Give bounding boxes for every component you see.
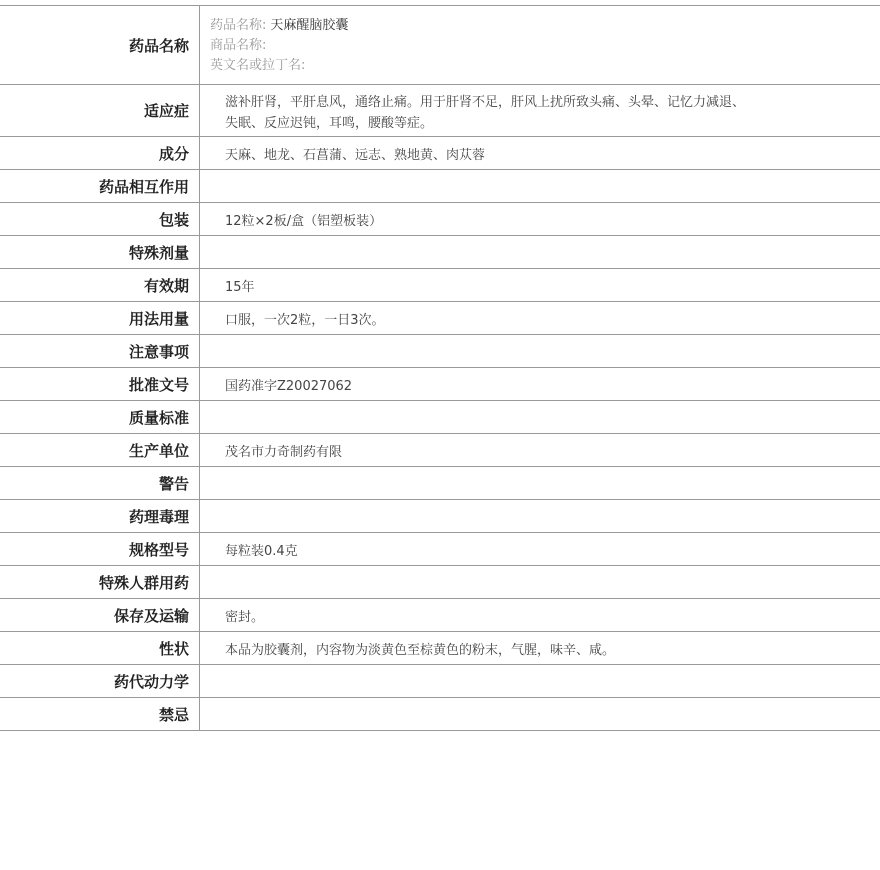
row-label: 警告	[0, 467, 200, 499]
row-label: 用法用量	[0, 302, 200, 334]
row-value	[200, 566, 880, 598]
row-label: 禁忌	[0, 698, 200, 730]
row-indications	[0, 85, 880, 137]
generic-name-line	[210, 16, 880, 36]
row-value	[200, 500, 880, 532]
row-value: 茂名市力奇制药有限	[225, 444, 343, 460]
row-label: 规格型号	[0, 533, 200, 565]
row-value: 口服，一次2粒，一日3次。	[225, 312, 385, 328]
row-value	[200, 401, 880, 433]
row-value: 12粒×2板/盒（铝塑板装）	[225, 213, 383, 229]
row-label: 性状	[0, 632, 200, 664]
english-name-line	[210, 56, 880, 76]
row-interactions	[0, 170, 880, 203]
row-value	[200, 698, 880, 730]
row-label: 药品名称	[0, 6, 200, 84]
row-value	[200, 665, 880, 697]
row-label: 适应症	[0, 85, 200, 136]
row-approval-number	[0, 368, 880, 401]
generic-name-key: 药品名称:	[210, 18, 267, 33]
row-drug-name	[0, 6, 880, 85]
row-label: 注意事项	[0, 335, 200, 367]
row-packaging	[0, 203, 880, 236]
row-value: 天麻、地龙、石菖蒲、远志、熟地黄、肉苁蓉	[225, 147, 486, 163]
row-ingredients	[0, 137, 880, 170]
row-label: 保存及运输	[0, 599, 200, 631]
row-label: 药理毒理	[0, 500, 200, 532]
generic-name-value: 天麻醒脑胶囊	[270, 18, 349, 33]
row-contraindications	[0, 698, 880, 731]
row-description	[0, 632, 880, 665]
row-usage	[0, 302, 880, 335]
row-label: 药品相互作用	[0, 170, 200, 202]
row-shelf-life	[0, 269, 880, 302]
row-value	[200, 236, 880, 268]
row-label: 包装	[0, 203, 200, 235]
row-label: 特殊人群用药	[0, 566, 200, 598]
trade-name-key: 商品名称:	[210, 38, 267, 53]
drug-spec-table	[0, 5, 880, 731]
row-value: 每粒装0.4克	[225, 543, 298, 559]
row-manufacturer	[0, 434, 880, 467]
row-specification	[0, 533, 880, 566]
row-value	[200, 467, 880, 499]
row-label: 批准文号	[0, 368, 200, 400]
row-storage	[0, 599, 880, 632]
row-value	[200, 85, 880, 136]
indication-line-1: 滋补肝肾，平肝息风，通络止痛。用于肝肾不足，肝风上扰所致头痛、头晕、记忆力减退、	[225, 95, 746, 110]
row-label: 成分	[0, 137, 200, 169]
row-special-dosage	[0, 236, 880, 269]
row-pharmacokinetics	[0, 665, 880, 698]
drug-name-values	[200, 6, 880, 84]
row-value	[200, 335, 880, 367]
row-label: 药代动力学	[0, 665, 200, 697]
row-label: 质量标准	[0, 401, 200, 433]
row-label: 有效期	[0, 269, 200, 301]
row-warning	[0, 467, 880, 500]
indication-line-2: 失眠、反应迟钝，耳鸣，腰酸等症。	[225, 116, 434, 131]
row-precautions	[0, 335, 880, 368]
row-label: 生产单位	[0, 434, 200, 466]
trade-name-line	[210, 36, 880, 56]
row-value: 密封。	[225, 609, 265, 625]
row-pharmacology	[0, 500, 880, 533]
row-quality-standard	[0, 401, 880, 434]
row-special-populations	[0, 566, 880, 599]
row-value	[200, 170, 880, 202]
row-value: 国药准字Z20027062	[225, 378, 353, 394]
row-value: 本品为胶囊剂，内容物为淡黄色至棕黄色的粉末，气腥，味辛、咸。	[225, 642, 616, 658]
row-label: 特殊剂量	[0, 236, 200, 268]
english-name-key: 英文名或拉丁名:	[210, 58, 306, 73]
row-value: 15年	[225, 279, 255, 295]
